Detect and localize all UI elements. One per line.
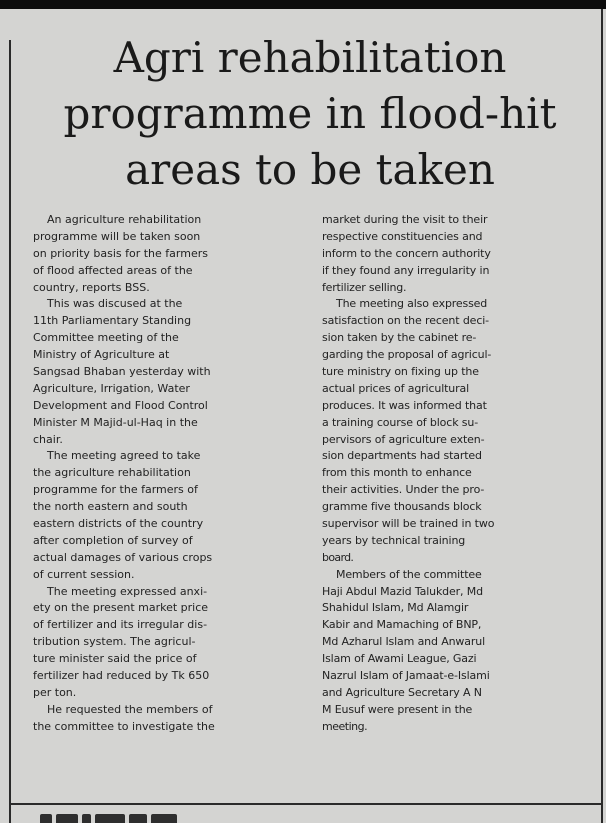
article-text-line: Agriculture, Irrigation, Water <box>33 381 190 395</box>
article-text-line: fertilizer had reduced by Tk 650 <box>33 669 210 683</box>
article-text-line: sion departments had started <box>322 449 482 463</box>
article-text-line: fertilizer selling. <box>322 280 407 294</box>
article-text-line: after completion of survey of <box>33 533 193 547</box>
article-text-line: the agriculture rehabilitation <box>33 466 191 480</box>
article-text-line: the north eastern and south <box>33 500 188 514</box>
article-text-line: of fertilizer and its irregular dis- <box>33 618 208 632</box>
article-text-line: Ministry of Agriculture at <box>33 348 170 362</box>
article-text-line: market during the visit to their <box>322 213 488 226</box>
headline-line: programme in flood-hit <box>63 89 557 138</box>
headline-line: Agri rehabilitation <box>113 33 507 82</box>
article-text-line: Shahidul Islam, Md Alamgir <box>322 601 469 615</box>
headline-line: areas to be taken <box>125 145 495 194</box>
article-text-line: their activities. Under the pro- <box>322 483 485 497</box>
bottom-rule <box>9 803 603 805</box>
article-text-line: The meeting expressed anxi- <box>47 584 208 598</box>
article-text-line: chair. <box>33 432 63 446</box>
article-text-line: actual prices of agricultural <box>322 381 470 395</box>
article-text-line: tribution system. The agricul- <box>33 635 196 649</box>
article-text-line: Development and Flood Control <box>33 398 208 412</box>
article-text-line: M Eusuf were present in the <box>322 702 473 716</box>
article-text-line: board. <box>322 550 354 564</box>
article-text-line: 11th Parliamentary Standing <box>33 314 192 328</box>
article-text-line: Minister M Majid-ul-Haq in the <box>33 415 198 429</box>
article-text-line: eastern districts of the country <box>33 517 204 531</box>
article-text-line: ture minister said the price of <box>33 652 197 666</box>
article-text-line: Kabir and Mamaching of BNP, <box>322 618 482 632</box>
article-text-line: Md Azharul Islam and Anwarul <box>322 635 485 649</box>
article-text-line: years by technical training <box>322 533 466 547</box>
article-text-line: on priority basis for the farmers <box>33 246 208 260</box>
article-text-line: supervisor will be trained in two <box>322 517 495 531</box>
article-headline <box>30 30 590 198</box>
article-text-line: Islam of Awami League, Gazi <box>322 652 477 666</box>
article-text-line: The meeting also expressed <box>336 297 488 311</box>
article-text-line: respective constituencies and <box>322 229 483 243</box>
article-text-line: meeting. <box>322 719 368 733</box>
article-text-line: from this month to enhance <box>322 466 472 480</box>
article-text-line: per ton. <box>33 685 77 699</box>
article-column-right <box>322 212 592 736</box>
article-text-line: if they found any irregularity in <box>322 263 490 277</box>
article-text-line: Sangsad Bhaban yesterday with <box>33 365 211 379</box>
article-text-line: country, reports BSS. <box>33 280 150 294</box>
article-text-line: and Agriculture Secretary A N <box>322 685 482 699</box>
next-article-headline-fragment <box>40 809 210 823</box>
article-text-line: This was discused at the <box>47 297 183 311</box>
article-text-line: ture ministry on fixing up the <box>322 365 479 379</box>
article-text-line: programme will be taken soon <box>33 229 201 243</box>
article-text-line: pervisors of agriculture exten- <box>322 432 485 446</box>
article-text-line: inform to the concern authority <box>322 246 491 260</box>
article-text-line: programme for the farmers of <box>33 483 198 497</box>
article-text-line: the committee to investigate the <box>33 719 215 733</box>
right-column-rule <box>601 9 603 823</box>
article-text-line: Nazrul Islam of Jamaat-e-Islami <box>322 669 490 683</box>
article-column-left <box>33 212 291 736</box>
article-text-line: Haji Abdul Mazid Talukder, Md <box>322 584 483 598</box>
article-text-line: Members of the committee <box>336 567 482 581</box>
article-text-line: ety on the present market price <box>33 601 209 615</box>
article-text-line: The meeting agreed to take <box>47 449 201 463</box>
article-text-line: gramme five thousands block <box>322 500 482 514</box>
article-text-line: a training course of block su- <box>322 415 479 429</box>
article-text-line: Committee meeting of the <box>33 331 179 345</box>
article-text-line: garding the proposal of agricul- <box>322 348 492 362</box>
top-border <box>0 0 606 9</box>
article-text-line: He requested the members of <box>47 702 213 716</box>
article-text-line: actual damages of various crops <box>33 550 213 564</box>
article-text-line: of flood affected areas of the <box>33 263 193 277</box>
article-text-line: An agriculture rehabilitation <box>47 213 202 226</box>
left-column-rule <box>9 40 11 823</box>
article-text-line: produces. It was informed that <box>322 398 487 412</box>
article-text-line: of current session. <box>33 567 135 581</box>
article-text-line: satisfaction on the recent deci- <box>322 314 490 328</box>
article-text-line: sion taken by the cabinet re- <box>322 331 477 345</box>
